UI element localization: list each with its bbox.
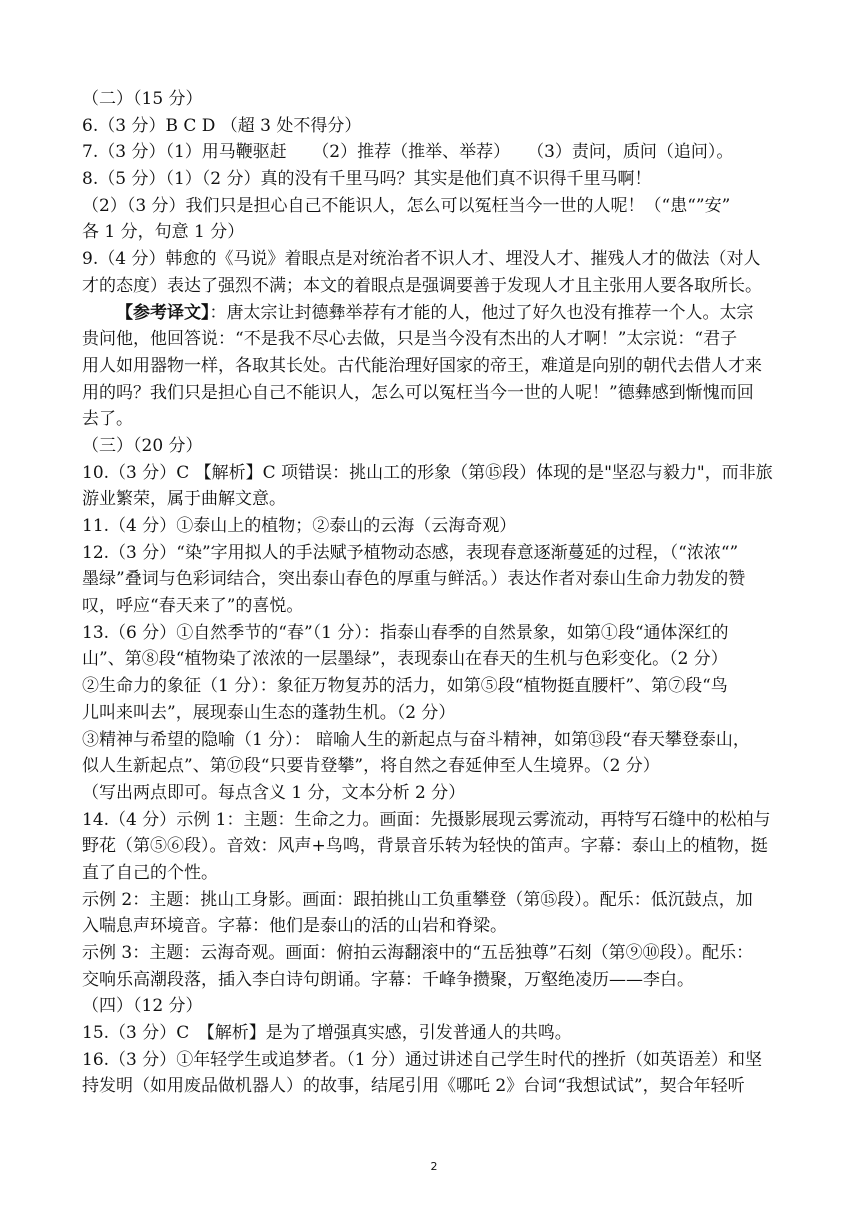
answer-line: 似人生新起点”、第⑰段“只要肯登攀”，将自然之春延伸至人生境界。（2 分） xyxy=(82,756,660,777)
answer-line: 叹，呼应“春天来了”的喜悦。 xyxy=(82,596,304,617)
answer-line: ②生命力的象征（1 分）：象征万物复苏的活力，如第⑤段“植物挺直腰杆”、第⑦段“鸟 xyxy=(82,676,728,697)
answer-line: 12.（3 分）“染”字用拟人的手法赋予植物动态感，表现春意逐渐蔓延的过程，（“浓浓“” xyxy=(82,542,739,563)
answer-line: 山”、第⑧段“植物染了浓浓的一层墨绿”，表现泰山在春天的生机与色彩变化。（2 分） xyxy=(82,649,728,670)
answer-line: 14.（4 分）示例 1：主题：生命之力。画面：先摄影展现云雾流动，再特写石缝中的松柏与 xyxy=(82,809,771,830)
answer-line: 13.（6 分）①自然季节的“春”（1 分）：指泰山春季的自然景象，如第①段“通体深红的 xyxy=(82,622,729,643)
answer-line: 入喘息声环境音。字幕：他们是泰山的活的山岩和脊梁。 xyxy=(82,916,507,937)
answer-line: 10.（3 分）C 【解析】C 项错误：挑山工的形象（第⑮段）体现的是"坚忍与毅力"，而非旅 xyxy=(82,462,773,483)
answer-line: （写出两点即可。每点含义 1 分，文本分析 2 分） xyxy=(82,782,466,803)
answer-line: 示例 2：主题：挑山工身影。画面：跟拍挑山工负重攀登（第⑮段）。配乐：低沉鼓点，加 xyxy=(82,889,753,910)
answer-line: 示例 3：主题：云海奇观。画面：俯拍云海翻滚中的“五岳独尊”石刻（第⑨⑩段）。配乐： xyxy=(82,943,754,963)
answer-line: 9.（4 分）韩愈的《马说》着眼点是对统治者不识人才、埋没人才、摧残人才的做法（对人 xyxy=(82,249,761,270)
answer-line: 6.（3 分）B C D （超 3 处不得分） xyxy=(82,115,362,136)
answer-line: 才的态度）表达了强烈不满；本文的着眼点是强调要善于发现人才且主张用人要各取所长。 xyxy=(82,275,762,296)
answer-line: 8.（5 分）（1）（2 分）真的没有千里马吗？其实是他们真不识得千里马啊！ xyxy=(82,169,652,190)
answer-line: 持发明（如用废品做机器人）的故事，结尾引用《哪吒 2》台词“我想试试”，契合年轻听 xyxy=(82,1076,745,1097)
answer-line: 各 1 分，句意 1 分） xyxy=(82,222,245,243)
answer-line: 贵问他，他回答说：“不是我不尽心去做，只是当今没有杰出的人才啊！”太宗说：“君子 xyxy=(82,329,738,350)
answer-line: 15.（3 分）C 【解析】是为了增强真实感，引发普通人的共鸣。 xyxy=(82,1023,572,1044)
answer-line: 游业繁荣，属于曲解文意。 xyxy=(82,489,286,510)
section-heading-4: （四）（12 分） xyxy=(82,996,203,1017)
translation-text: ：唐太宗让封德彝举荐有才能的人，他过了好久也没有推荐一个人。太宗 xyxy=(209,302,754,323)
answer-line: 用的吗？我们只是担心自己不能识人，怎么可以冤枉当今一世的人呢！”德彝感到惭愧而回 xyxy=(82,382,754,403)
translation-label: 【参考译文】 xyxy=(116,302,210,323)
answer-line: ③精神与希望的隐喻（1 分）： 暗喻人生的新起点与奋斗精神，如第⑬段“春天攀登泰山， xyxy=(82,729,750,750)
answer-line: 交响乐高潮段落，插入李白诗句朗诵。字幕：千峰争攒聚，万壑绝凌历——李白。 xyxy=(82,969,694,990)
translation-first-line xyxy=(82,300,786,327)
section-heading-3: （三）（20 分） xyxy=(82,435,203,456)
answer-key-text xyxy=(82,86,786,1100)
answer-line: 用人如用器物一样，各取其长处。古代能治理好国家的帝王，难道是向别的朝代去借人才来 xyxy=(82,355,762,376)
section-heading-2: （二）（15 分） xyxy=(82,89,203,109)
answer-line: 11.（4 分）①泰山上的植物；②泰山的云海（云海奇观） xyxy=(82,516,517,536)
answer-line: 直了自己的个性。 xyxy=(82,862,218,883)
answer-line: 儿叫来叫去”，展现泰山生态的蓬勃生机。（2 分） xyxy=(82,702,456,723)
answer-line: 16.（3 分）①年轻学生或追梦者。（1 分）通过讲述自己学生时代的挫折（如英语差）和坚 xyxy=(82,1049,762,1070)
answer-line: 墨绿”叠词与色彩词结合，突出泰山春色的厚重与鲜活。）表达作者对泰山生命力勃发的赞 xyxy=(82,569,746,590)
answer-line: （2）（3 分）我们只是担心自己不能识人，怎么可以冤枉当今一世的人呢！（“患“”安” xyxy=(82,195,731,216)
page-number: 2 xyxy=(430,1160,438,1173)
answer-line: 野花（第⑤⑥段）。音效：风声+鸟鸣，背景音乐转为轻快的笛声。字幕：泰山上的植物，挺 xyxy=(82,836,768,857)
answer-line: 7.（3 分）（1）用马鞭驱赶 （2）推荐（推举、举荐） （3）责问，质问（追问）。 xyxy=(82,142,734,163)
answer-line: 去了。 xyxy=(82,409,133,430)
